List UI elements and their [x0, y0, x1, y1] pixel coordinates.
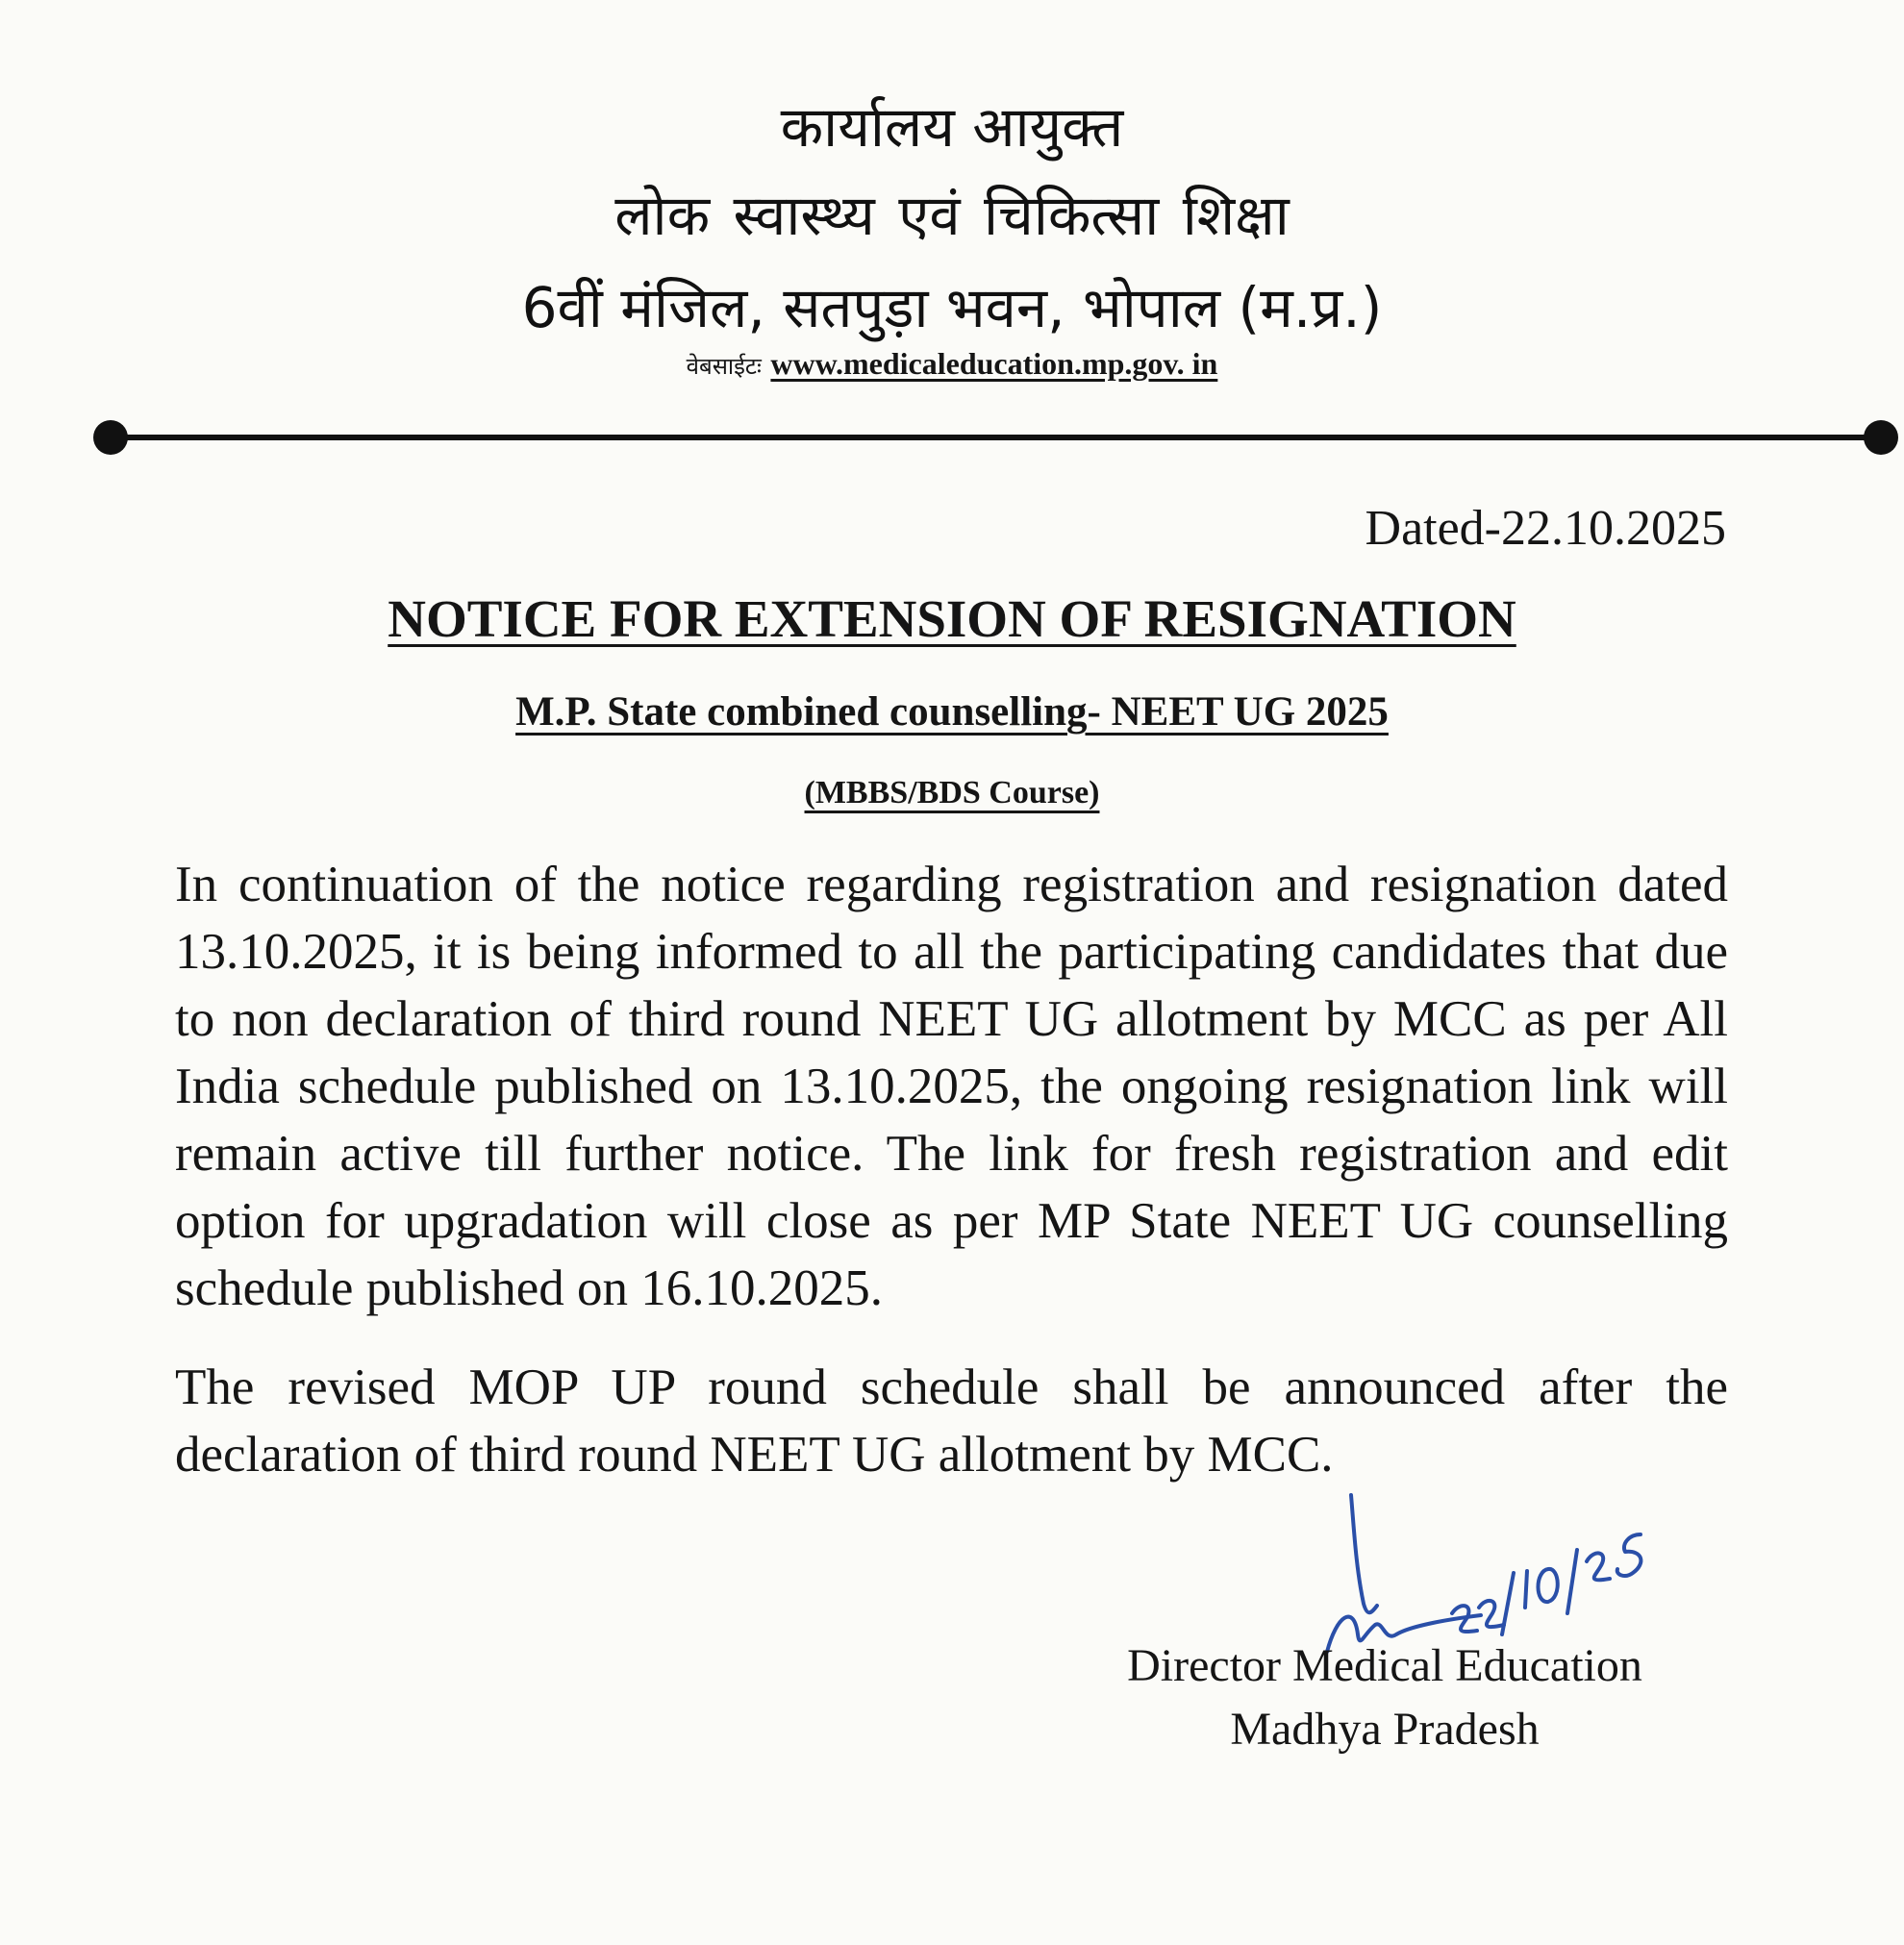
notice-body-paragraph-2: The revised MOP UP round schedule shall be announced after the declaration of third round NEET UG allotment by MCC. [175, 1359, 1728, 1483]
signatory-state: Madhya Pradesh [1230, 1704, 1540, 1755]
notice-subtitle: M.P. State combined counselling- NEET UG 2025 [515, 689, 1389, 735]
office-address: 6वीं मंजिल, सतपुड़ा भवन, भोपाल (म.प्र.) [521, 275, 1383, 340]
course-label: (MBBS/BDS Course) [804, 775, 1100, 810]
department-name: लोक स्वास्थ्य एवं चिकित्सा शिक्षा [614, 183, 1290, 248]
notice-title: NOTICE FOR EXTENSION OF RESIGNATION [388, 589, 1516, 648]
divider-right-dot [1864, 420, 1898, 455]
website-link[interactable]: www.medicaleducation.mp.gov. in [770, 346, 1218, 381]
notice-body-paragraph-1: In continuation of the notice regarding registration and resignation dated 13.10.2025, it is being informed to all the participating candidates that due to non declaration of third round NEET UG allotment by MCC as per All India schedule published on 13.10.2025, the ongoing resignation link will remain active till further notice. The link for fresh registration and edit option for upgradation will close as per MP State NEET UG counselling schedule published on 16.10.2025. [175, 857, 1728, 1316]
letterhead-divider [111, 435, 1880, 440]
website-label: वेबसाईटः [686, 353, 762, 380]
notice-date: Dated-22.10.2025 [1365, 501, 1726, 556]
signatory-designation: Director Medical Education [1127, 1640, 1642, 1691]
office-name: कार्यालय आयुक्त [780, 94, 1124, 160]
signatory-block [1115, 1634, 1654, 1761]
website-line [0, 346, 1904, 382]
